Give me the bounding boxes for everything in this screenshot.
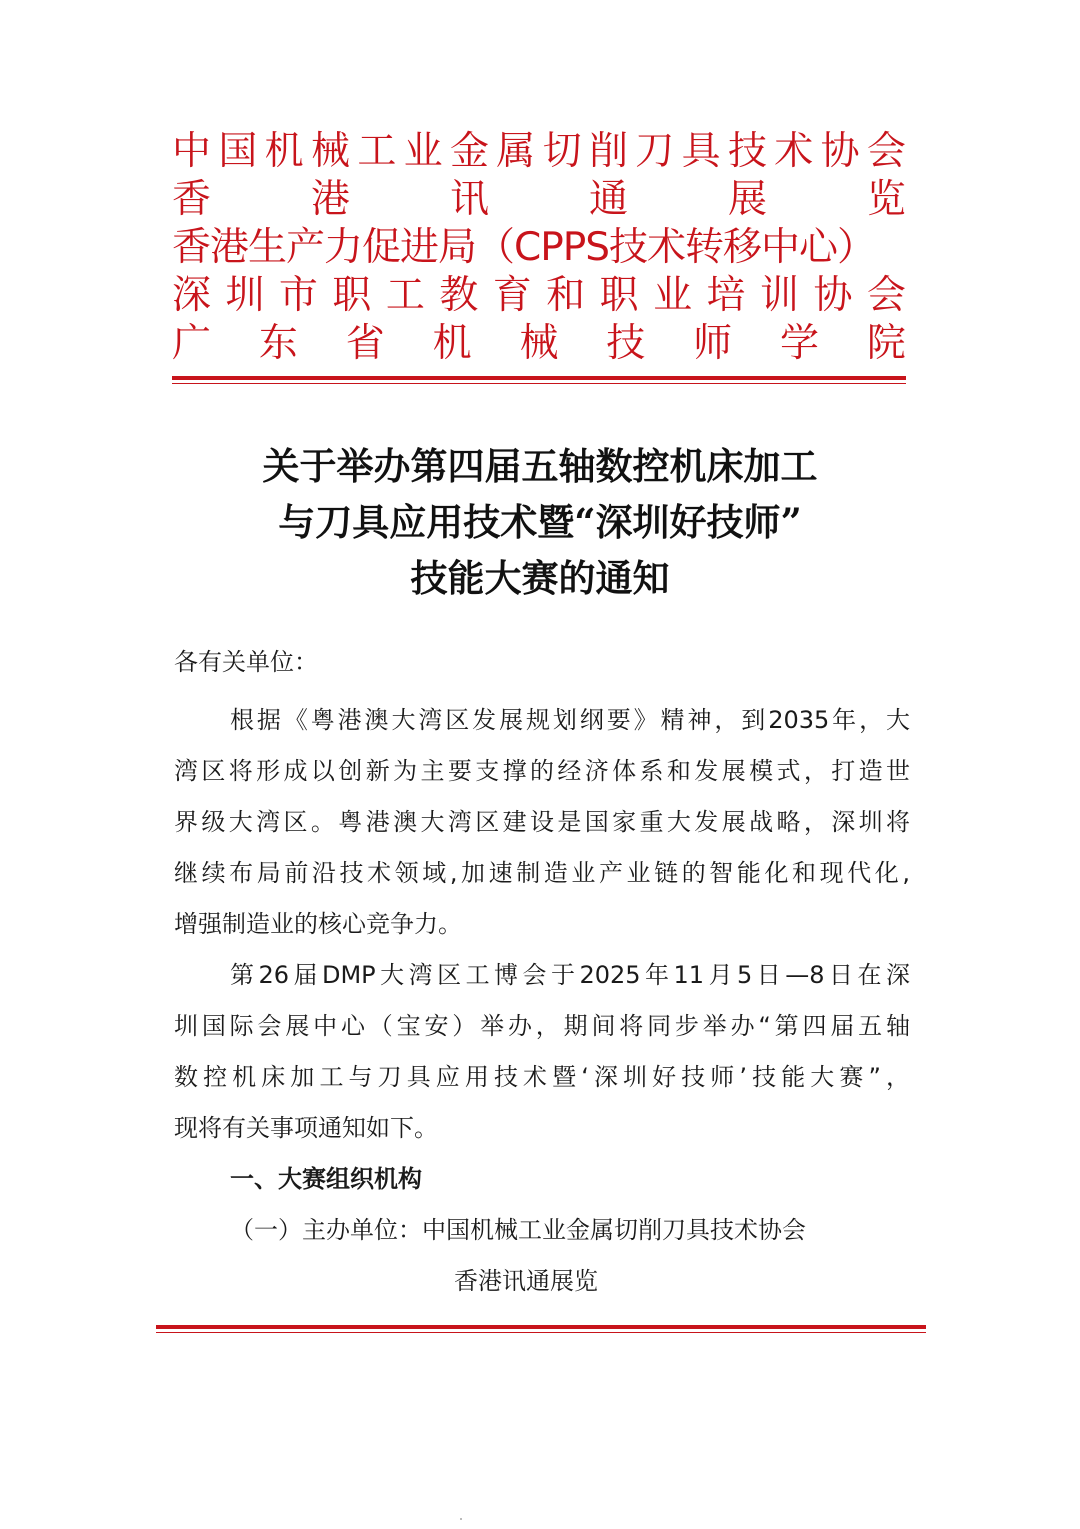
org-char: 机: [432, 321, 472, 366]
org-line-4: [172, 272, 906, 320]
org-char: 协: [820, 129, 860, 174]
org-line-5: [172, 320, 906, 368]
org-char: 技: [606, 321, 646, 366]
org-char: 业: [653, 273, 693, 318]
org-char: 东: [258, 321, 298, 366]
org-char: 械: [519, 321, 559, 366]
org-char: 培: [706, 273, 746, 318]
org-char: 中: [172, 129, 212, 174]
org-line-2: [172, 176, 906, 224]
org-char: 职: [332, 273, 372, 318]
footer-red-rule-thin: [156, 1332, 926, 1333]
org-char: 展: [727, 177, 767, 222]
org-char: 刀: [635, 129, 675, 174]
paragraph1-line-1: 根据《粤港澳大湾区发展规划纲要》精神，到2035年，大: [230, 706, 910, 734]
org-char: 削: [588, 129, 628, 174]
org-char: 市: [278, 273, 318, 318]
title-line-2: 与刀具应用技术暨“深圳好技师”: [278, 500, 802, 544]
org-char: 览: [866, 177, 906, 222]
org-char: 工: [357, 129, 397, 174]
org-char: 具: [681, 129, 721, 174]
org-char: 教: [439, 273, 479, 318]
paragraph1-line-4: 继续布局前沿技术领域,加速制造业产业链的智能化和现代化,: [174, 859, 910, 887]
paragraph1-line-3: 界级大湾区。粤港澳大湾区建设是国家重大发展战略，深圳将: [174, 808, 910, 836]
org-char: 切: [542, 129, 582, 174]
title-line-1: 关于举办第四届五轴数控机床加工: [262, 444, 818, 488]
org-char: 广: [172, 321, 212, 366]
org-line-1: [172, 128, 906, 176]
org-char: 讯: [449, 177, 489, 222]
org-char: 机: [264, 129, 304, 174]
org-char: 业: [403, 129, 443, 174]
org-char: 省: [345, 321, 385, 366]
salutation: 各有关单位：: [174, 648, 318, 676]
org-char: 师: [693, 321, 733, 366]
org-char: 会: [866, 129, 906, 174]
org-char: 金: [449, 129, 489, 174]
org-char: 国: [218, 129, 258, 174]
org-char: 术: [774, 129, 814, 174]
org-char: 香: [172, 177, 212, 222]
org-char: 和: [546, 273, 586, 318]
header-red-rule-thin: [172, 383, 906, 384]
org-char: 协: [813, 273, 853, 318]
org-char: 育: [492, 273, 532, 318]
org-char: 技: [727, 129, 767, 174]
paragraph2-line-1: 第26届DMP大湾区工博会于2025年11月5日—8日在深: [230, 961, 910, 989]
org-char: 圳: [225, 273, 265, 318]
org-char: 械: [310, 129, 350, 174]
document-body: [174, 645, 910, 1307]
organizer-line: （一）主办单位：中国机械工业金属切削刀具技术协会: [230, 1216, 806, 1244]
org-char: 训: [759, 273, 799, 318]
document-title: [0, 438, 1080, 606]
letterhead: [172, 128, 906, 368]
org-char: 职: [599, 273, 639, 318]
page-speck: [460, 1518, 462, 1520]
organizer-line-2: 香港讯通展览: [454, 1267, 598, 1295]
org-char: 通: [588, 177, 628, 222]
paragraph1-line-5: 增强制造业的核心竞争力。: [174, 910, 462, 938]
org-line-3: 香港生产力促进局（CPPS技术转移中心）: [172, 225, 876, 270]
org-char: 学: [780, 321, 820, 366]
org-char: 院: [866, 321, 906, 366]
org-char: 深: [172, 273, 212, 318]
paragraph1-line-2: 湾区将形成以创新为主要支撑的经济体系和发展模式，打造世: [174, 757, 910, 785]
header-red-rule: [172, 376, 906, 380]
paragraph2-line-2: 圳国际会展中心（宝安）举办，期间将同步举办“第四届五轴: [174, 1012, 910, 1040]
section1-heading: 一、大赛组织机构: [230, 1165, 422, 1193]
org-char: 会: [866, 273, 906, 318]
org-char: 工: [385, 273, 425, 318]
org-char: 属: [496, 129, 536, 174]
title-line-3: 技能大赛的通知: [410, 556, 670, 600]
paragraph2-line-3: 数控机床加工与刀具应用技术暨‘深圳好技师’技能大赛”，: [174, 1063, 910, 1091]
org-char: 港: [310, 177, 350, 222]
footer-red-rule: [156, 1325, 926, 1329]
paragraph2-line-4: 现将有关事项通知如下。: [174, 1114, 438, 1142]
